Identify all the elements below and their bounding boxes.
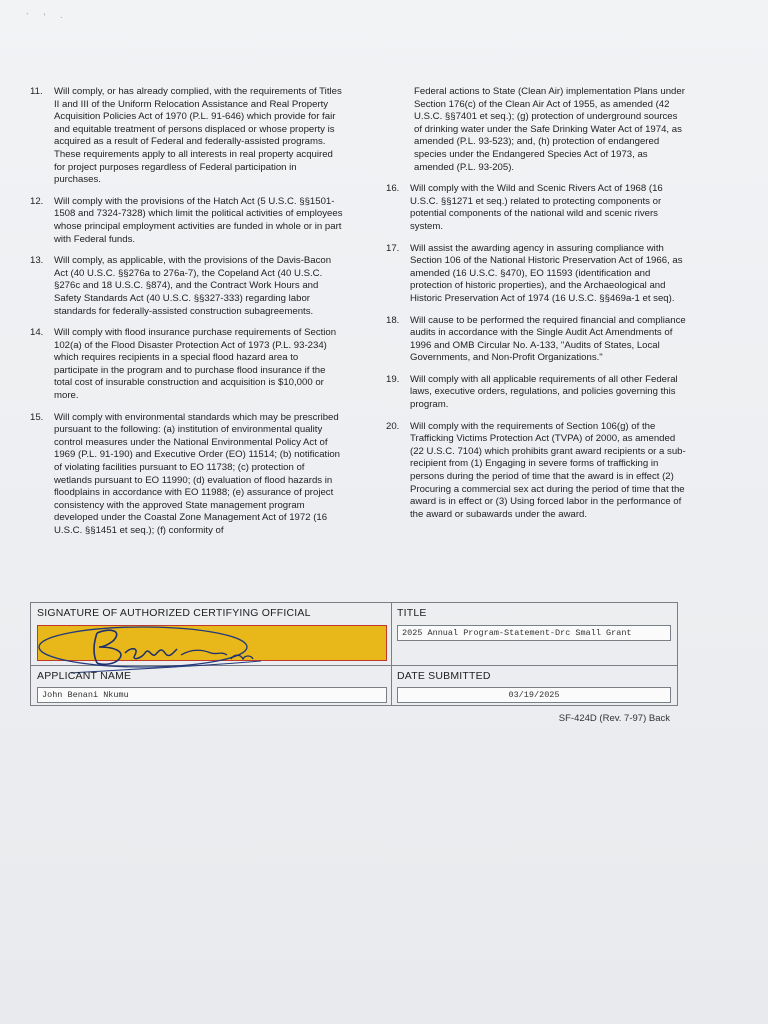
item-text: Will comply, or has already complied, with the requirements of Titles II and III of the Uniform Relocation Assistance and Real Property Acquisition Policies Act of 1970 (P.L. 91-646) which provide for fair and equitable treatment of persons displaced or whose property is acquired as a result of Federal and federally-assisted programs. These requirements apply to all interests in real property acquired for project purposes regardless of Federal participation in purchases. <box>54 86 342 186</box>
assurance-item <box>386 243 686 306</box>
item-number: 17. <box>386 242 400 254</box>
title-field[interactable]: 2025 Annual Program-Statement-Drc Small Grant <box>397 625 671 641</box>
item-number: 13. <box>30 255 44 267</box>
assurance-item <box>30 86 344 187</box>
item-number: 11. <box>30 86 43 97</box>
applicant-name-field[interactable]: John Benani Nkumu <box>37 687 387 703</box>
assurance-item <box>386 421 686 522</box>
assurance-item <box>30 327 344 403</box>
right-column <box>386 86 686 530</box>
assurance-item <box>30 255 344 318</box>
left-column <box>30 86 344 547</box>
item-number: 20. <box>386 420 400 432</box>
item-15-continuation: Federal actions to State (Clean Air) implementation Plans under Section 176(c) of the Clean Air Act of 1955, as amended (42 U.S.C. §§7401 et seq.); (g) protection of underground sources of drinking water under the Safe Drinking Water Act of 1974, as amended (P.L. 93-523); and, (h) protection of endangered species under the Endangered Species Act of 1973, as amended (P.L. 93-205). <box>414 86 685 173</box>
assurance-item <box>30 412 344 538</box>
item-number: 16. <box>386 183 400 195</box>
date-submitted-label: DATE SUBMITTED <box>397 670 491 682</box>
item-number: 19. <box>386 373 400 385</box>
item-text: Will comply with the provisions of the Hatch Act (5 U.S.C. §§1501-1508 and 7324-7328) which limit the political activities of employees whose principal employment activities are funded in whole or in part with Federal funds. <box>54 195 343 245</box>
item-text: Will comply with all applicable requirements of all other Federal laws, executive orders, regulations, and policies governing this program. <box>410 373 678 411</box>
item-text: Will comply with the requirements of Section 106(g) of the Trafficking Victims Protection Act (TVPA) of 2000, as amended (22 U.S.C. 7104) which prohibits grant award recipients or a sub-recipient from (1) Engaging in severe forms of trafficking in persons during the period of time that the award is in effect (2) Procuring a commercial sex act during the period of time that the award is in effect or (3) Using forced labor in the performance of the award or subawards under the award. <box>410 420 686 520</box>
title-label: TITLE <box>397 607 427 619</box>
scan-marks: ` ' · <box>26 12 69 22</box>
assurance-item <box>30 196 344 246</box>
assurance-item <box>386 374 686 412</box>
assurance-item <box>386 183 686 233</box>
assurance-item <box>386 315 686 365</box>
date-submitted-field[interactable]: 03/19/2025 <box>397 687 671 703</box>
item-text: Will assist the awarding agency in assuring compliance with Section 106 of the National Historic Preservation Act of 1966, as amended (16 U.S.C. §470), EO 11593 (identification and protection of historic properties), and the Archaeological and Historic Preservation Act of 1974 (16 U.S.C. §§469a-1 et seq). <box>410 242 683 304</box>
item-number: 18. <box>386 314 400 326</box>
item-text: Will comply with environmental standards which may be prescribed pursuant to the following: (a) institution of environmental quality control measures under the National Environmental Policy Act of 1969 (P.L. 91-190) and Executive Order (EO) 11514; (b) notification of violating facilities pursuant to EO 11738; (c) protection of wetlands pursuant to EO 11990; (d) evaluation of flood hazards in floodplains in accordance with EO 11988; (e) assurance of project consistency with the approved State management program developed under the Coastal Zone Management Act of 1972 (16 U.S.C. §§1451 et seq.); (f) conformity of <box>54 411 341 536</box>
item-text: Will cause to be performed the required financial and compliance audits in accordance with the Single Audit Act Amendments of 1996 and OMB Circular No. A-133, "Audits of States, Local Governments, and Non-Profit Organizations." <box>410 314 686 364</box>
item-number: 12. <box>30 195 44 207</box>
item-text: Will comply, as applicable, with the provisions of the Davis-Bacon Act (40 U.S.C. §§276a to 276a-7), the Copeland Act (40 U.S.C. §276c and 18 U.S.C. §874), and the Contract Work Hours and Safety Standards Act (40 U.S.C. §§327-333) regarding labor standards for federally-assisted construction subagreements. <box>54 255 332 317</box>
item-number: 15. <box>30 411 44 423</box>
applicant-name-label: APPLICANT NAME <box>37 670 132 682</box>
item-text: Will comply with the Wild and Scenic Rivers Act of 1968 (16 U.S.C. §§1271 et seq.) related to protecting components or potential components of the national wild and scenic rivers system. <box>410 183 663 232</box>
signature-label: SIGNATURE OF AUTHORIZED CERTIFYING OFFICIAL <box>37 607 311 619</box>
item-text: Will comply with flood insurance purchase requirements of Section 102(a) of the Flood Disaster Protection Act of 1973 (P.L. 93-234) which requires recipients in a special flood hazard area to participate in the program and to purchase flood insurance if the total cost of insurable construction and acquisition is $10,000 or more. <box>54 327 337 402</box>
signature-block <box>30 602 678 706</box>
form-footer: SF-424D (Rev. 7-97) Back <box>558 713 670 724</box>
item-number: 14. <box>30 327 44 339</box>
